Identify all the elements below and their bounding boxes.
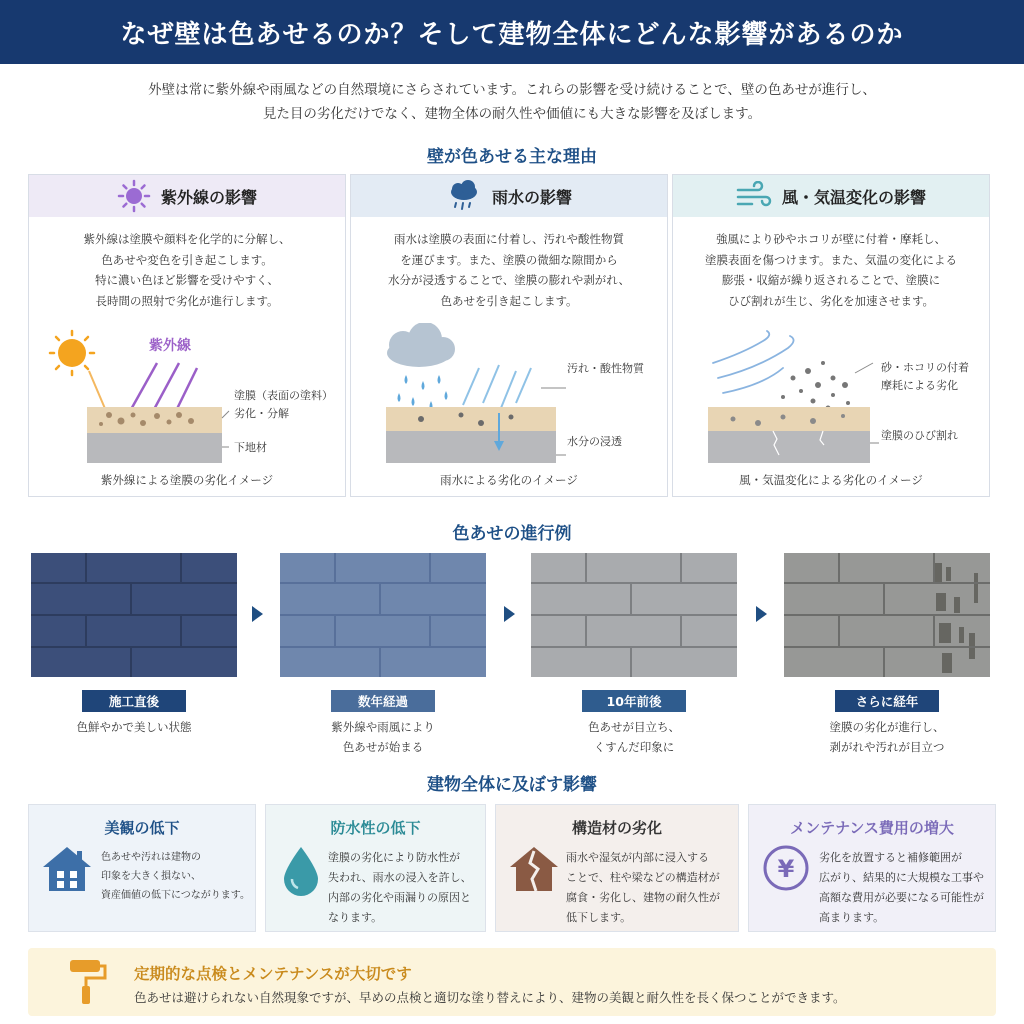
impact-line: 塗膜の劣化により防水性が xyxy=(328,851,460,864)
stage-badge: 施工直後 xyxy=(82,690,186,712)
dust-label-line: 砂・ホコリの付着 xyxy=(881,361,969,374)
progress-arrow-icon xyxy=(504,606,515,622)
svg-text:¥: ¥ xyxy=(777,855,795,883)
intro-line-1: 外壁は常に紫外線や雨風などの自然環境にさらされています。これらの影響を受け続けることで、壁の色あせが進行し、 xyxy=(148,82,876,98)
reason-line: 長時間の照射で劣化が進行します。 xyxy=(95,293,279,308)
impact-text xyxy=(566,848,720,928)
progress-section-title: 色あせの進行例 xyxy=(452,524,572,544)
impact-line: ことで、柱や梁などの構造材が xyxy=(566,871,720,884)
stage-badge: さらに経年 xyxy=(835,690,939,712)
reason-line: 水分が浸透することで、塗膜の膨れや剥がれ、 xyxy=(388,273,630,287)
stage-3 xyxy=(531,553,737,757)
wind-icon xyxy=(736,181,772,211)
uv-label: 紫外線 xyxy=(149,338,191,354)
intro-text xyxy=(40,78,984,126)
stage-desc-line: 色あせが目立ち、 xyxy=(588,720,680,734)
reason-card-header xyxy=(29,175,345,217)
stage-4 xyxy=(784,553,990,757)
impact-line: 腐食・劣化し、建物の耐久性が xyxy=(566,891,720,904)
reason-line: 色あせや変色を引き起こします。 xyxy=(101,252,273,267)
reason-line: 紫外線は塗膜や顔料を化学的に分解し、 xyxy=(83,232,291,246)
impact-text xyxy=(328,848,472,928)
sun-icon xyxy=(117,179,151,213)
reason-line: ひび割れが生じ、劣化を加速させます。 xyxy=(727,293,935,308)
reason-caption: 雨水による劣化のイメージ xyxy=(440,473,578,487)
paint-roller-icon xyxy=(68,958,108,1008)
reason-line: を運びます。また、塗膜の微細な隙間から xyxy=(400,252,618,267)
reason-line: 膨張・収縮が繰り返されることで、塗膜に xyxy=(721,273,941,287)
stage-badge: 10年前後 xyxy=(582,690,686,712)
stage-1 xyxy=(31,553,237,737)
reason-body xyxy=(29,229,345,311)
impact-card-structure xyxy=(495,804,739,932)
reason-body xyxy=(673,229,989,311)
reason-line: 特に濃い色ほど影響を受けやすく、 xyxy=(95,273,279,287)
reason-card-header xyxy=(673,175,989,217)
wall-panel-aged xyxy=(784,553,990,677)
reason-line: 色あせを引き起こします。 xyxy=(440,293,578,308)
reason-line: 塗膜表面を傷つけます。また、気温の変化による xyxy=(704,252,958,267)
reason-line: 雨水は塗膜の表面に付着し、汚れや酸性物質 xyxy=(394,232,624,246)
reason-card-rain xyxy=(350,174,668,497)
crack-label: 塗膜のひび割れ xyxy=(881,429,958,442)
dust-label xyxy=(881,359,969,395)
dust-label-line: 摩耗による劣化 xyxy=(881,379,958,392)
intro-line-2: 見た目の劣化だけでなく、建物全体の耐久性や価値にも大きな影響を及ぼします。 xyxy=(262,106,762,122)
tip-text: 色あせは避けられない自然現象ですが、早めの点検と適切な塗り替えにより、建物の美観と耐久性を長く保つことができます。 xyxy=(134,990,846,1005)
reason-title: 雨水の影響 xyxy=(491,187,572,207)
water-drop-icon xyxy=(278,843,324,899)
reason-card-uv xyxy=(28,174,346,497)
impact-title: 防水性の低下 xyxy=(330,819,421,837)
reason-body xyxy=(351,229,667,311)
reason-title: 紫外線の影響 xyxy=(160,187,257,207)
impact-line: 低下します。 xyxy=(566,911,632,924)
impact-line: 劣化を放置すると補修範囲が xyxy=(819,851,962,864)
stage-desc-line: 塗膜の劣化が進行し、 xyxy=(829,720,945,734)
impact-line: 広がり、結果的に大規模な工事や xyxy=(819,871,984,884)
impact-title: 構造材の劣化 xyxy=(571,819,662,837)
stage-desc-line: 色鮮やかで美しい状態 xyxy=(76,720,192,734)
impact-card-appearance xyxy=(28,804,256,932)
progress-arrow-icon xyxy=(756,606,767,622)
stage-desc-line: 紫外線や雨風により xyxy=(331,720,435,734)
rain-cloud-icon xyxy=(446,179,482,213)
reason-line: 強風により砂やホコリが壁に付着・摩耗し、 xyxy=(716,232,946,246)
wind-illustration xyxy=(673,323,991,468)
wall-panel-new xyxy=(31,553,237,677)
water-penetration-label: 水分の浸透 xyxy=(567,435,622,448)
impact-card-waterproof xyxy=(265,804,486,932)
reasons-section-title: 壁が色あせる主な理由 xyxy=(427,147,597,167)
wall-panel-few-years xyxy=(280,553,486,677)
impact-card-cost xyxy=(748,804,996,932)
impact-line: 色あせや汚れは建物の xyxy=(101,852,201,863)
impact-line: なります。 xyxy=(328,911,383,924)
impact-text xyxy=(101,848,250,905)
yen-icon xyxy=(761,843,811,893)
page-header xyxy=(0,0,1024,64)
stage-desc xyxy=(280,717,486,757)
impact-title: 美観の低下 xyxy=(104,819,180,837)
house-icon xyxy=(41,843,93,895)
impact-line: 資産価値の低下につながります。 xyxy=(101,890,250,901)
stage-desc xyxy=(31,717,237,737)
tip-title: 定期的な点検とメンテナンスが大切です xyxy=(134,965,412,983)
stage-badge: 数年経過 xyxy=(331,690,435,712)
sun-illustration-icon xyxy=(50,331,94,375)
impact-line: 失われ、雨水の浸入を許し、 xyxy=(328,871,472,884)
impact-line: 高まります。 xyxy=(819,911,885,924)
coating-label-line: 劣化・分解 xyxy=(234,407,289,420)
impact-line: 雨水や湿気が内部に浸入する xyxy=(566,851,709,864)
wall-panel-ten-years xyxy=(531,553,737,677)
reason-title: 風・気温変化の影響 xyxy=(781,187,926,207)
stage-desc-line: 色あせが始まる xyxy=(342,740,424,754)
reason-card-wind xyxy=(672,174,990,497)
substrate-label: 下地材 xyxy=(234,441,267,454)
progress-arrow-icon xyxy=(252,606,263,622)
reason-caption: 風・気温変化による劣化のイメージ xyxy=(739,473,923,487)
impact-line: 高額な費用が必要になる可能性が xyxy=(819,891,984,904)
coating-label xyxy=(234,387,333,423)
dirt-acid-label: 汚れ・酸性物質 xyxy=(567,362,644,375)
stage-desc xyxy=(531,717,737,757)
stage-desc-line: くすんだ印象に xyxy=(593,740,675,754)
impact-text xyxy=(819,848,984,928)
cracked-house-icon xyxy=(508,843,560,895)
reason-caption: 紫外線による塗膜の劣化イメージ xyxy=(100,473,274,487)
impacts-section-title: 建物全体に及ぼす影響 xyxy=(427,775,597,795)
impact-title: メンテナンス費用の増大 xyxy=(790,819,954,837)
coating-label-line: 塗膜（表面の塗料） xyxy=(234,389,333,402)
reason-card-header xyxy=(351,175,667,217)
stage-2 xyxy=(280,553,486,757)
cloud-illustration-icon xyxy=(387,323,455,367)
maintenance-tip xyxy=(28,948,996,1016)
stage-desc xyxy=(784,717,990,757)
impact-line: 印象を大きく損ない、 xyxy=(101,871,201,882)
impact-line: 内部の劣化や雨漏りの原因と xyxy=(328,891,471,904)
page-title: なぜ壁は色あせるのか？そして建物全体にどんな影響があるのか xyxy=(120,19,904,50)
stage-desc-line: 剥がれや汚れが目立つ xyxy=(829,740,945,754)
